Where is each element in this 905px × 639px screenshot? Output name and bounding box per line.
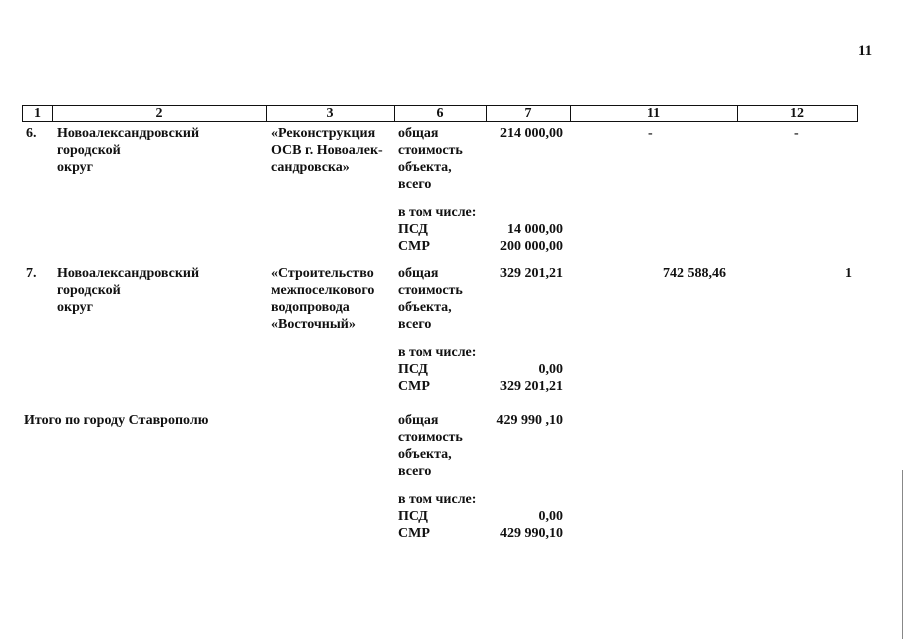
including-label: в том числе: [398, 205, 477, 220]
column-header-2: 2 [155, 106, 163, 121]
scan-edge-line [902, 470, 903, 639]
column-header-7: 7 [524, 106, 532, 121]
smr-value: 429 990,10 [500, 526, 563, 541]
cost-label: общая стоимость объекта, всего [398, 266, 463, 332]
object-name: «Реконструкция ОСВ г. Новоалек- сандровска» [271, 126, 383, 175]
object-name: «Строительство межпоселкового водопровода «Восточный» [271, 266, 375, 332]
psd-value: 0,00 [538, 509, 563, 524]
cost-total-value: 329 201,21 [500, 266, 563, 281]
smr-label: СМР [398, 379, 430, 394]
column-header-11: 11 [646, 106, 661, 121]
col11-value: 742 588,46 [663, 266, 726, 281]
row-number: 7. [26, 266, 37, 281]
district-name: Новоалександровский городской округ [57, 266, 200, 315]
smr-value: 200 000,00 [500, 239, 563, 254]
psd-label: ПСД [398, 509, 428, 524]
total-label: Итого по городу Ставрополю [24, 413, 209, 428]
column-header-1: 1 [34, 106, 41, 121]
including-label: в том числе: [398, 345, 477, 360]
psd-value: 14 000,00 [507, 222, 563, 237]
psd-value: 0,00 [538, 362, 563, 377]
row-number: 6. [26, 126, 37, 141]
col11-value: - [648, 126, 653, 141]
column-header-3: 3 [326, 106, 334, 121]
smr-label: СМР [398, 526, 430, 541]
column-header-6: 6 [436, 106, 444, 121]
smr-label: СМР [398, 239, 430, 254]
column-header-12: 12 [790, 106, 804, 121]
cost-total-value: 214 000,00 [500, 126, 563, 141]
col12-value: 1 [845, 266, 852, 281]
psd-label: ПСД [398, 222, 428, 237]
district-name: Новоалександровский городской округ [57, 126, 200, 175]
smr-value: 329 201,21 [500, 379, 563, 394]
cost-label: общая стоимость объекта, всего [398, 413, 463, 479]
psd-label: ПСД [398, 362, 428, 377]
cost-label: общая стоимость объекта, всего [398, 126, 463, 192]
page-number: 11 [858, 43, 873, 59]
column-header-row [22, 105, 858, 122]
cost-total-value: 429 990 ,10 [496, 413, 563, 428]
including-label: в том числе: [398, 492, 477, 507]
col12-value: - [794, 126, 799, 141]
